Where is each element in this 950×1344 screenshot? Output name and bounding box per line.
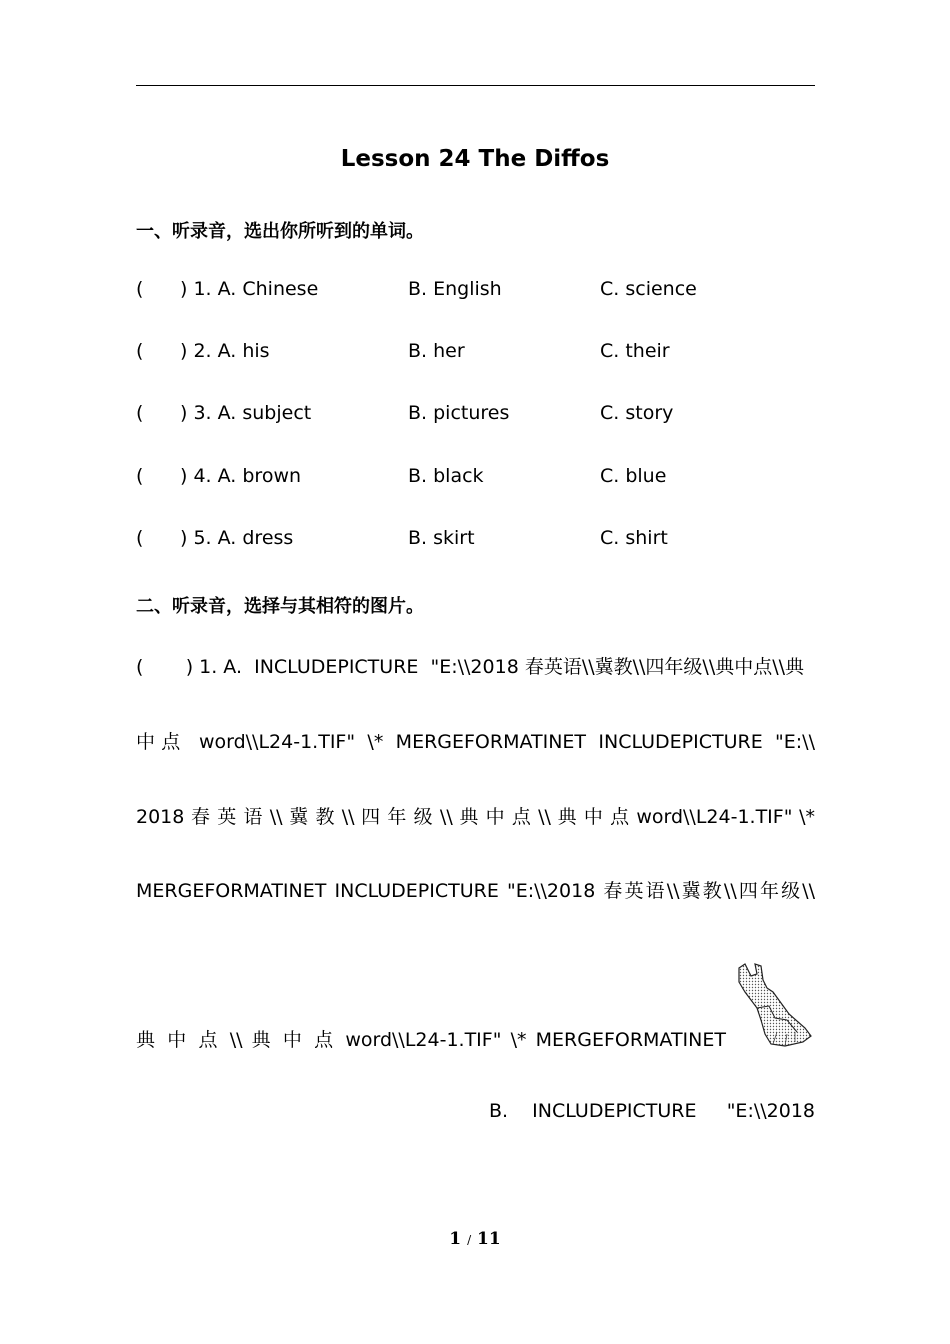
option-a: ) 5. A. dress <box>180 527 294 549</box>
total-pages: 11 <box>477 1229 501 1249</box>
option-b: B. English <box>408 278 502 300</box>
option-b: B. pictures <box>408 402 510 424</box>
option-c: C. blue <box>600 465 667 487</box>
section-2-heading: 二、听录音，选择与其相符的图片。 <box>136 596 424 617</box>
question-text-line: MERGEFORMATINET INCLUDEPICTURE "E:\\2018 春英语\\冀教\\四年级\\ <box>136 880 815 902</box>
option-b: B. her <box>408 340 465 362</box>
question-text-line: 中点 word\\L24-1.TIF" \* MERGEFORMATINET INCLUDEPICTURE "E:\\ <box>136 731 815 753</box>
dress-picture <box>733 962 815 1048</box>
answer-blank[interactable]: ( <box>136 278 144 300</box>
option-a: ) 1. A. Chinese <box>180 278 319 300</box>
option-b: B. skirt <box>408 527 475 549</box>
option-c: C. science <box>600 278 697 300</box>
option-c: C. story <box>600 402 674 424</box>
option-c: C. their <box>600 340 670 362</box>
option-a: ) 2. A. his <box>180 340 270 362</box>
page-title: Lesson 24 The Diffos <box>340 146 610 172</box>
question-text-line: 2018 春 英 语 \\ 冀 教 \\ 四 年 级 \\ 典 中 点 \\ 典 中 点 word\\L24-1.TIF" \* <box>136 806 815 828</box>
question-text-line: ( ) 1. A. INCLUDEPICTURE "E:\\2018 春英语\\冀教\\四年级\\典中点\\典 <box>136 656 805 678</box>
answer-blank[interactable]: ( <box>136 465 144 487</box>
question-text-line: B. INCLUDEPICTURE "E:\\2018 <box>488 1100 815 1122</box>
question-text-line: 典 中 点 \\ 典 中 点 word\\L24-1.TIF" \* MERGEFORMATINET <box>136 1029 726 1051</box>
option-c: C. shirt <box>600 527 668 549</box>
section-1-heading: 一、听录音，选出你所听到的单词。 <box>136 221 424 242</box>
answer-blank[interactable]: ( <box>136 402 144 424</box>
current-page: 1 <box>449 1229 462 1249</box>
option-b: B. black <box>408 465 484 487</box>
option-a: ) 3. A. subject <box>180 402 312 424</box>
page-separator: / <box>467 1233 472 1247</box>
answer-blank[interactable]: ( <box>136 340 144 362</box>
header-rule <box>136 85 815 86</box>
answer-blank[interactable]: ( <box>136 527 144 549</box>
option-a: ) 4. A. brown <box>180 465 302 487</box>
page-number <box>0 1229 950 1249</box>
